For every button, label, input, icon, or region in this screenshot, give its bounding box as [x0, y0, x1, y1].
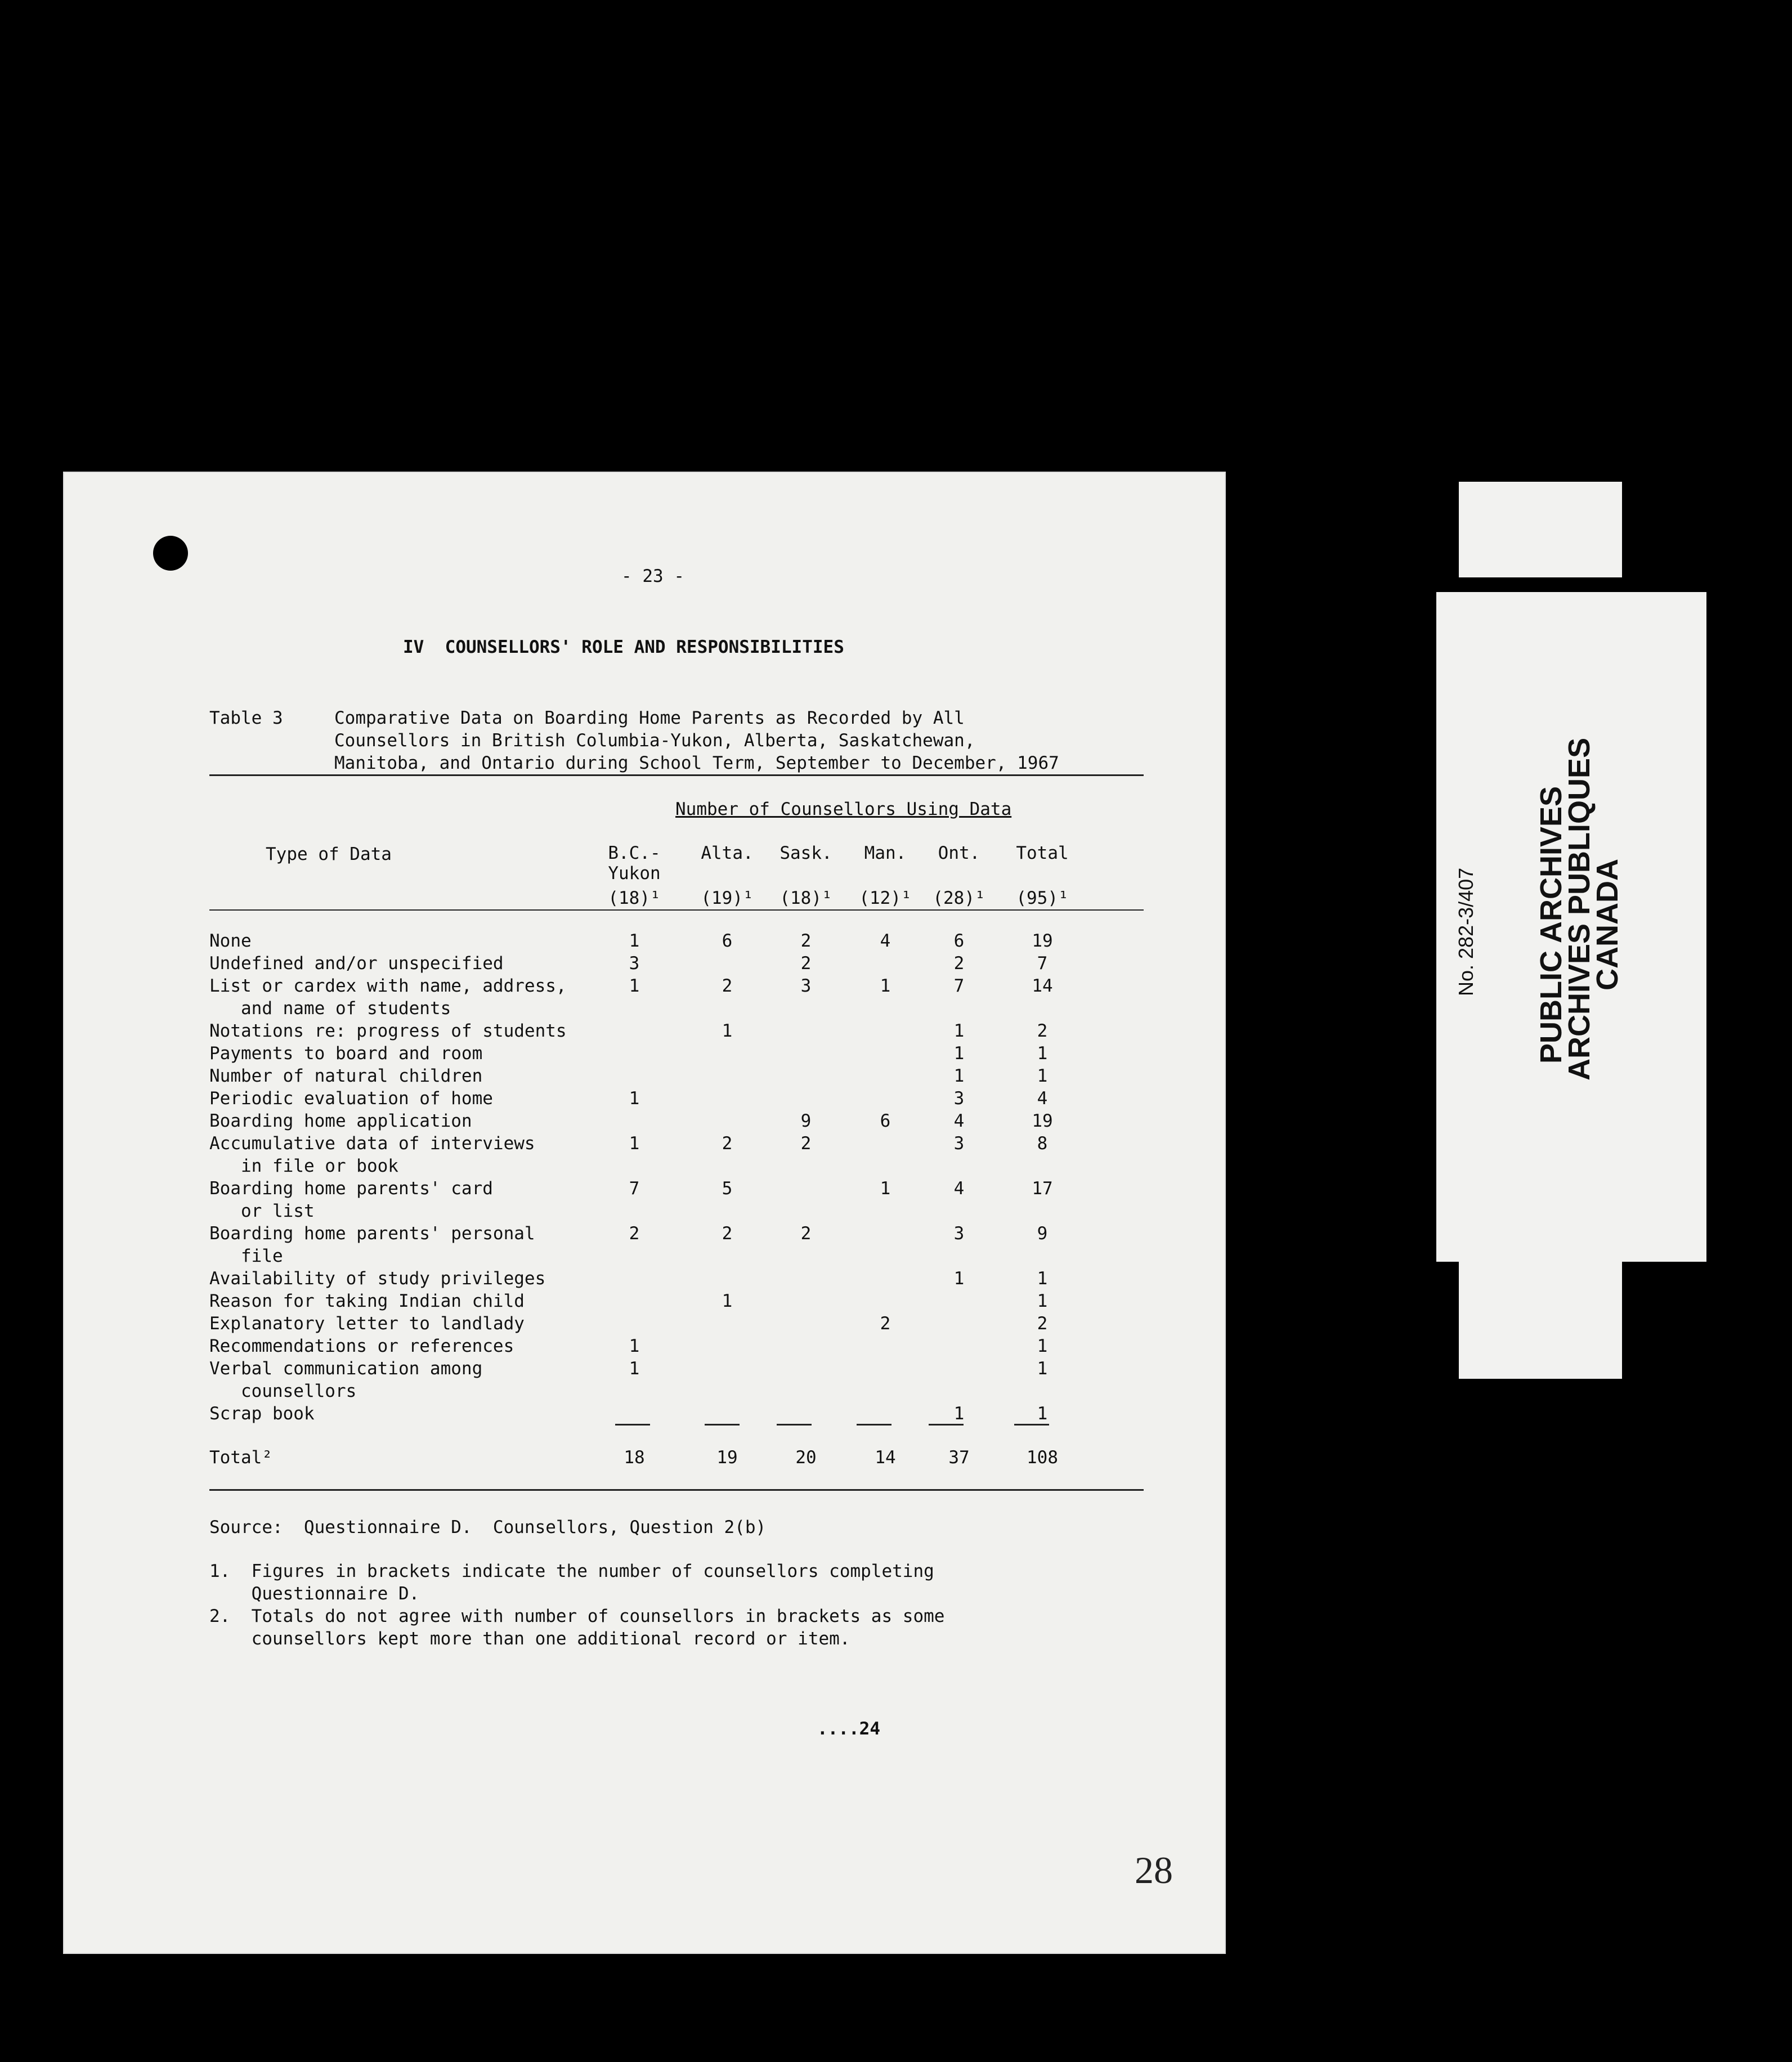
cell-ont: 1: [953, 1268, 965, 1289]
total-row: [209, 1447, 1144, 1470]
cell-ont: 2: [953, 953, 965, 974]
page-number: - 23 -: [621, 566, 684, 586]
cell-sask: 3: [800, 976, 812, 996]
table-row: [209, 1156, 1144, 1178]
table-row: [209, 1178, 1144, 1201]
cell-total: 1: [1037, 1336, 1048, 1356]
section-title: IV COUNSELLORS' ROLE AND RESPONSIBILITIES: [403, 637, 844, 657]
cell-ont: 1: [953, 1404, 965, 1424]
cell-sask: 2: [800, 1223, 812, 1244]
table-row: [209, 1043, 1144, 1066]
row-label: Payments to board and room: [209, 1043, 483, 1064]
column-header-alta: Alta.: [701, 843, 754, 863]
cell-total: 7: [1037, 953, 1048, 974]
cell-ont: 1: [953, 1043, 965, 1064]
row-label: and name of students: [209, 998, 451, 1019]
column-header-total: Total: [1016, 843, 1069, 863]
cell-sask: 2: [800, 1133, 812, 1154]
table-caption-line-2: Counsellors in British Columbia-Yukon, Alberta, Saskatchewan,: [334, 730, 975, 751]
table-row: [209, 1111, 1144, 1133]
cell-sask: 2: [800, 953, 812, 974]
cell-alta: 1: [722, 1021, 733, 1041]
punch-hole: [153, 536, 188, 571]
column-count-bc-yukon: (18)¹: [608, 888, 661, 908]
cell-total: 1: [1037, 1268, 1048, 1289]
table-row: [209, 1133, 1144, 1156]
cell-total: 8: [1037, 1133, 1048, 1154]
stamp-line-3: CANADA: [1591, 859, 1624, 990]
column-label-type-of-data: Type of Data: [266, 844, 392, 864]
total-alta: 19: [716, 1447, 738, 1468]
table-label: Table 3: [209, 708, 283, 728]
cell-alta: 6: [722, 931, 733, 951]
row-label: Notations re: progress of students: [209, 1021, 567, 1041]
table-row: [209, 1336, 1144, 1359]
data-table: [209, 931, 1144, 1426]
cell-bc-yukon: 2: [629, 1223, 640, 1244]
table-bottom-rule: [209, 1489, 1144, 1491]
cell-alta: 2: [722, 1133, 733, 1154]
cell-man: 1: [880, 1178, 891, 1199]
cell-ont: 1: [953, 1021, 965, 1041]
row-label: or list: [209, 1201, 315, 1221]
cell-total: 1: [1037, 1404, 1048, 1424]
table-row: [209, 1381, 1144, 1404]
sum-line: [1014, 1424, 1049, 1426]
table-caption-line-1: Comparative Data on Boarding Home Parents as Recorded by All: [334, 708, 965, 728]
column-header-ont: Ont.: [938, 843, 980, 863]
row-label: Boarding home parents' card: [209, 1178, 493, 1199]
cell-alta: 5: [722, 1178, 733, 1199]
cell-bc-yukon: 1: [629, 976, 640, 996]
row-label: Boarding home application: [209, 1111, 472, 1131]
row-label: Accumulative data of interviews: [209, 1133, 535, 1154]
cell-total: 1: [1037, 1291, 1048, 1311]
table-row: [209, 1088, 1144, 1111]
cell-ont: 3: [953, 1133, 965, 1154]
column-header-man: Man.: [864, 843, 907, 863]
footnote-1a: 1. Figures in brackets indicate the number of counsellors completing: [209, 1561, 934, 1581]
cell-total: 17: [1032, 1178, 1053, 1199]
row-label: Scrap book: [209, 1404, 315, 1424]
cell-bc-yukon: 1: [629, 1088, 640, 1109]
caption-rule: [209, 774, 1144, 776]
cell-bc-yukon: 1: [629, 1359, 640, 1379]
sum-line: [777, 1424, 812, 1426]
cell-ont: 3: [953, 1223, 965, 1244]
cell-alta: 2: [722, 976, 733, 996]
cell-ont: 4: [953, 1178, 965, 1199]
cell-alta: 2: [722, 1223, 733, 1244]
cell-ont: 3: [953, 1088, 965, 1109]
total-label: Total²: [209, 1447, 272, 1468]
column-header-bc-yukon: B.C.- Yukon: [608, 843, 661, 884]
cell-total: 1: [1037, 1359, 1048, 1379]
table-row: [209, 931, 1144, 953]
footnote-1b: Questionnaire D.: [209, 1584, 420, 1604]
column-count-alta: (19)¹: [701, 888, 754, 908]
cell-ont: 6: [953, 931, 965, 951]
cell-ont: 1: [953, 1066, 965, 1086]
cell-man: 4: [880, 931, 891, 951]
frame-number: 28: [1135, 1849, 1173, 1891]
cell-man: 2: [880, 1314, 891, 1334]
column-count-ont: (28)¹: [933, 888, 985, 908]
cell-alta: 1: [722, 1291, 733, 1311]
column-header-sask: Sask.: [779, 843, 832, 863]
total-ont: 37: [948, 1447, 970, 1468]
header-rule: [209, 909, 1144, 911]
cell-total: 2: [1037, 1021, 1048, 1041]
table-row: [209, 1359, 1144, 1381]
cell-sask: 2: [800, 931, 812, 951]
table-row: [209, 1223, 1144, 1246]
cell-total: 14: [1032, 976, 1053, 996]
row-label: Recommendations or references: [209, 1336, 514, 1356]
table-row: [209, 976, 1144, 998]
row-label: Periodic evaluation of home: [209, 1088, 493, 1109]
table-row: [209, 1246, 1144, 1268]
cell-bc-yukon: 1: [629, 1336, 640, 1356]
cell-man: 1: [880, 976, 891, 996]
cell-bc-yukon: 1: [629, 1133, 640, 1154]
row-label: None: [209, 931, 252, 951]
stamp-line-1: PUBLIC ARCHIVES: [1534, 786, 1568, 1064]
row-label: file: [209, 1246, 283, 1266]
cell-total: 9: [1037, 1223, 1048, 1244]
row-label: Availability of study privileges: [209, 1268, 546, 1289]
cell-total: 19: [1032, 931, 1053, 951]
table-row: [209, 1201, 1144, 1223]
column-count-total: (95)¹: [1016, 888, 1069, 908]
continuation-marker: ....24: [817, 1719, 880, 1739]
archive-stamp-tab-top: [1459, 482, 1622, 577]
total-man: 14: [875, 1447, 896, 1468]
sum-line: [857, 1424, 891, 1426]
row-label: Verbal communication among: [209, 1359, 483, 1379]
row-label: Boarding home parents' personal: [209, 1223, 535, 1244]
cell-total: 1: [1037, 1066, 1048, 1086]
table-caption-line-3: Manitoba, and Ontario during School Term, September to December, 1967: [334, 753, 1059, 773]
total-sask: 20: [795, 1447, 817, 1468]
table-spanner: Number of Counsellors Using Data: [675, 799, 1012, 819]
archive-stamp-tab-bottom: [1459, 1261, 1622, 1379]
cell-total: 19: [1032, 1111, 1053, 1131]
footnote-2a: 2. Totals do not agree with number of counsellors in brackets as some: [209, 1606, 945, 1626]
cell-sask: 9: [800, 1111, 812, 1131]
cell-total: 4: [1037, 1088, 1048, 1109]
cell-bc-yukon: 1: [629, 931, 640, 951]
total-bc-yukon: 18: [624, 1447, 645, 1468]
table-row: [209, 1291, 1144, 1314]
sum-line: [705, 1424, 740, 1426]
row-label: Undefined and/or unspecified: [209, 953, 504, 974]
total-all: 108: [1027, 1447, 1058, 1468]
row-label: Number of natural children: [209, 1066, 483, 1086]
row-label: counsellors: [209, 1381, 357, 1401]
column-count-man: (12)¹: [859, 888, 912, 908]
table-row: [209, 1268, 1144, 1291]
row-label: Explanatory letter to landlady: [209, 1314, 525, 1334]
table-row: [209, 1066, 1144, 1088]
cell-bc-yukon: 3: [629, 953, 640, 974]
table-row: [209, 1314, 1144, 1336]
row-label: Reason for taking Indian child: [209, 1291, 525, 1311]
stamp-line-2: ARCHIVES PUBLIQUES: [1562, 737, 1596, 1081]
table-row: [209, 1021, 1144, 1043]
table-row: [209, 953, 1144, 976]
cell-man: 6: [880, 1111, 891, 1131]
column-count-sask: (18)¹: [779, 888, 832, 908]
cell-ont: 4: [953, 1111, 965, 1131]
sum-line: [929, 1424, 964, 1426]
stamp-number: No. 282-3/407: [1454, 867, 1477, 996]
footnote-2b: counsellors kept more than one additional record or item.: [209, 1629, 850, 1649]
table-row: [209, 1404, 1144, 1426]
cell-total: 2: [1037, 1314, 1048, 1334]
sum-line: [615, 1424, 650, 1426]
row-label: in file or book: [209, 1156, 398, 1176]
cell-bc-yukon: 7: [629, 1178, 640, 1199]
source-note: Source: Questionnaire D. Counsellors, Question 2(b): [209, 1517, 767, 1537]
row-label: List or cardex with name, address,: [209, 976, 567, 996]
cell-ont: 7: [953, 976, 965, 996]
table-row: [209, 998, 1144, 1021]
cell-total: 1: [1037, 1043, 1048, 1064]
